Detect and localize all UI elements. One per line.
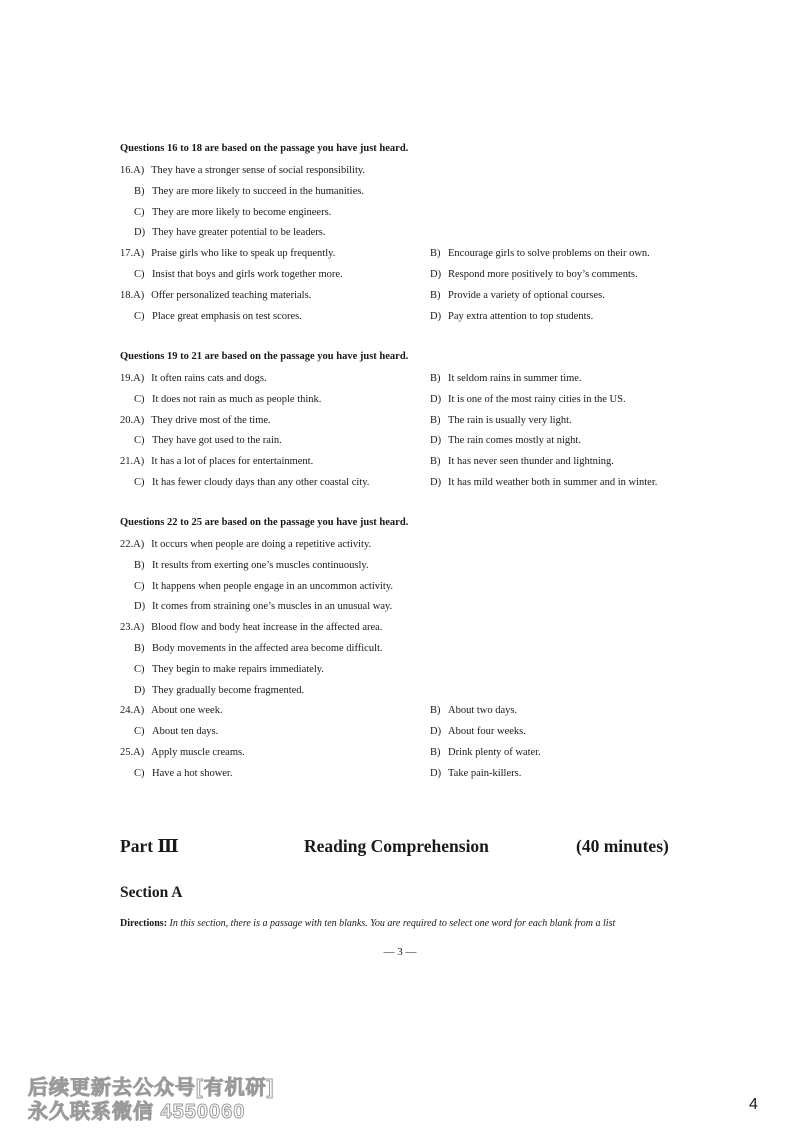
option-text: Place great emphasis on test scores. [152,310,302,322]
option-letter: B) [430,705,441,717]
part-time: (40 minutes) [576,836,669,856]
directions-text: In this section, there is a passage with ten blanks. You are required to select one word for each blank from a list [169,918,616,929]
option-text: It happens when people engage in an uncommon activity. [152,580,394,592]
option-text: About one week. [151,705,223,717]
option-text: It has fewer cloudy days than any other coastal city. [152,477,370,488]
option-text: It does not rain as much as people think. [152,393,322,405]
option-text: Insist that boys and girls work together more. [152,269,343,280]
part-title: Reading Comprehension [304,836,489,856]
corner-page-number: 4 [749,1096,758,1113]
option-letter: C) [134,767,145,779]
question-option [120,621,382,635]
option-text: It has a lot of places for entertainment. [151,456,314,468]
part-label: Part Ⅲ [120,836,179,856]
question-option [134,600,392,614]
question-option [134,268,343,282]
option-text: It seldom rains in summer time. [448,373,582,384]
question-option [430,289,605,303]
option-letter: D) [430,477,442,488]
option-text: It comes from straining one’s muscles in an unusual way. [152,601,393,613]
question-option [134,642,383,656]
question-option [430,455,614,469]
option-letter: B) [430,414,441,426]
question-option [134,663,324,677]
question-option [430,725,526,739]
option-letter: C) [134,580,145,592]
question-option [430,767,521,781]
question-option [134,434,282,448]
option-letter: B) [430,456,441,468]
option-letter: D) [134,684,146,696]
option-letter: A) [133,747,145,758]
question-option [430,393,626,407]
question-group-heading: Questions 22 to 25 are based on the passage you have just heard. [120,517,409,528]
option-text: They gradually become fragmented. [152,684,305,696]
question-option [134,310,302,324]
option-text: It has mild weather both in summer and in winter. [448,477,658,488]
question-number: 18. [120,289,134,301]
directions-label: Directions: [120,918,168,929]
option-letter: D) [134,227,146,239]
question-number: 16. [120,165,134,176]
question-option [430,310,593,324]
question-option [120,414,271,428]
directions [120,918,615,929]
question-option [134,185,364,199]
question-option [134,393,321,407]
section-heading: Section A [120,884,183,901]
question-option [120,289,311,303]
option-text: Praise girls who like to speak up frequently. [151,248,336,260]
question-option [120,164,365,178]
option-letter: B) [134,559,145,571]
option-text: They have greater potential to be leaders. [152,227,326,239]
option-text: Pay extra attention to top students. [448,310,594,322]
option-text: Encourage girls to solve problems on their own. [448,248,650,260]
option-letter: A) [133,289,145,301]
question-group-heading: Questions 19 to 21 are based on the passage you have just heard. [120,351,409,362]
question-option [430,704,517,718]
option-text: Blood flow and body heat increase in the affected area. [151,622,383,634]
question-number: 19. [120,373,134,384]
option-text: They are more likely to become engineers. [152,206,332,218]
question-option [120,704,223,718]
option-text: Apply muscle creams. [151,747,245,758]
question-option [430,414,572,428]
option-text: The rain is usually very light. [448,414,572,426]
option-letter: B) [430,747,441,758]
question-option [430,434,581,448]
question-option [120,247,335,261]
option-letter: A) [133,705,145,717]
option-text: They have a stronger sense of social responsibility. [151,165,366,176]
option-text: They are more likely to succeed in the humanities. [152,185,364,197]
option-letter: C) [134,310,145,322]
option-letter: A) [133,622,145,634]
option-text: Drink plenty of water. [448,747,541,758]
option-text: They have got used to the rain. [152,435,282,447]
question-option [430,476,657,490]
question-option [120,455,313,469]
question-option [134,684,304,698]
watermark-line-1: 后续更新去公众号[有机研] [28,1077,275,1099]
option-text: It is one of the most rainy cities in the US. [448,393,626,405]
question-option [134,206,331,220]
option-text: Body movements in the affected area become difficult. [152,643,383,654]
option-letter: C) [134,726,145,738]
option-letter: A) [133,539,145,550]
option-text: About two days. [448,705,518,717]
option-letter: B) [134,185,145,197]
option-letter: C) [134,477,145,488]
option-letter: A) [133,414,145,426]
question-number: 23. [120,622,134,634]
option-letter: D) [430,767,442,779]
question-option [134,580,393,594]
question-option [430,268,638,282]
option-letter: B) [430,289,441,301]
option-letter: C) [134,435,145,447]
option-letter: D) [430,726,442,738]
option-text: The rain comes mostly at night. [448,435,581,447]
question-option [430,247,650,261]
option-letter: C) [134,206,145,218]
option-text: It often rains cats and dogs. [151,373,267,384]
question-option [134,476,369,490]
question-option [134,767,232,781]
option-letter: D) [430,435,442,447]
option-letter: A) [133,165,145,176]
option-letter: B) [134,643,145,654]
question-option [120,372,267,386]
option-text: They begin to make repairs immediately. [152,663,324,675]
option-letter: A) [133,456,145,468]
option-text: Respond more positively to boy’s comments. [448,269,638,280]
question-option [120,538,371,552]
watermark [28,1076,274,1124]
option-text: It has never seen thunder and lightning. [448,456,614,468]
option-letter: D) [430,393,442,405]
option-letter: A) [133,373,145,384]
option-text: Offer personalized teaching materials. [151,289,312,301]
option-letter: D) [430,269,442,280]
question-number: 24. [120,705,134,717]
question-option [430,372,582,386]
option-letter: C) [134,663,145,675]
question-number: 20. [120,414,134,426]
option-text: Provide a variety of optional courses. [448,289,605,301]
question-option [120,746,245,760]
option-letter: B) [430,248,441,260]
option-letter: D) [430,310,442,322]
question-option [134,725,218,739]
question-number: 22. [120,539,134,550]
option-letter: B) [430,373,441,384]
option-text: About ten days. [152,726,219,738]
question-option [134,226,325,240]
question-group-heading: Questions 16 to 18 are based on the passage you have just heard. [120,143,409,154]
option-text: Take pain-killers. [448,767,522,779]
option-text: They drive most of the time. [151,414,271,426]
option-letter: D) [134,601,146,613]
option-text: It occurs when people are doing a repetitive activity. [151,539,372,550]
question-option [430,746,541,760]
watermark-line-2: 永久联系微信 4550060 [28,1101,246,1123]
option-text: It results from exerting one’s muscles continuously. [152,559,369,571]
option-letter: C) [134,393,145,405]
option-letter: A) [133,248,145,260]
question-number: 17. [120,248,134,260]
question-option [134,559,369,573]
option-letter: C) [134,269,145,280]
question-number: 25. [120,747,134,758]
option-text: Have a hot shower. [152,767,233,779]
option-text: About four weeks. [448,726,526,738]
question-number: 21. [120,456,134,468]
page-number: — 3 — [383,946,417,958]
